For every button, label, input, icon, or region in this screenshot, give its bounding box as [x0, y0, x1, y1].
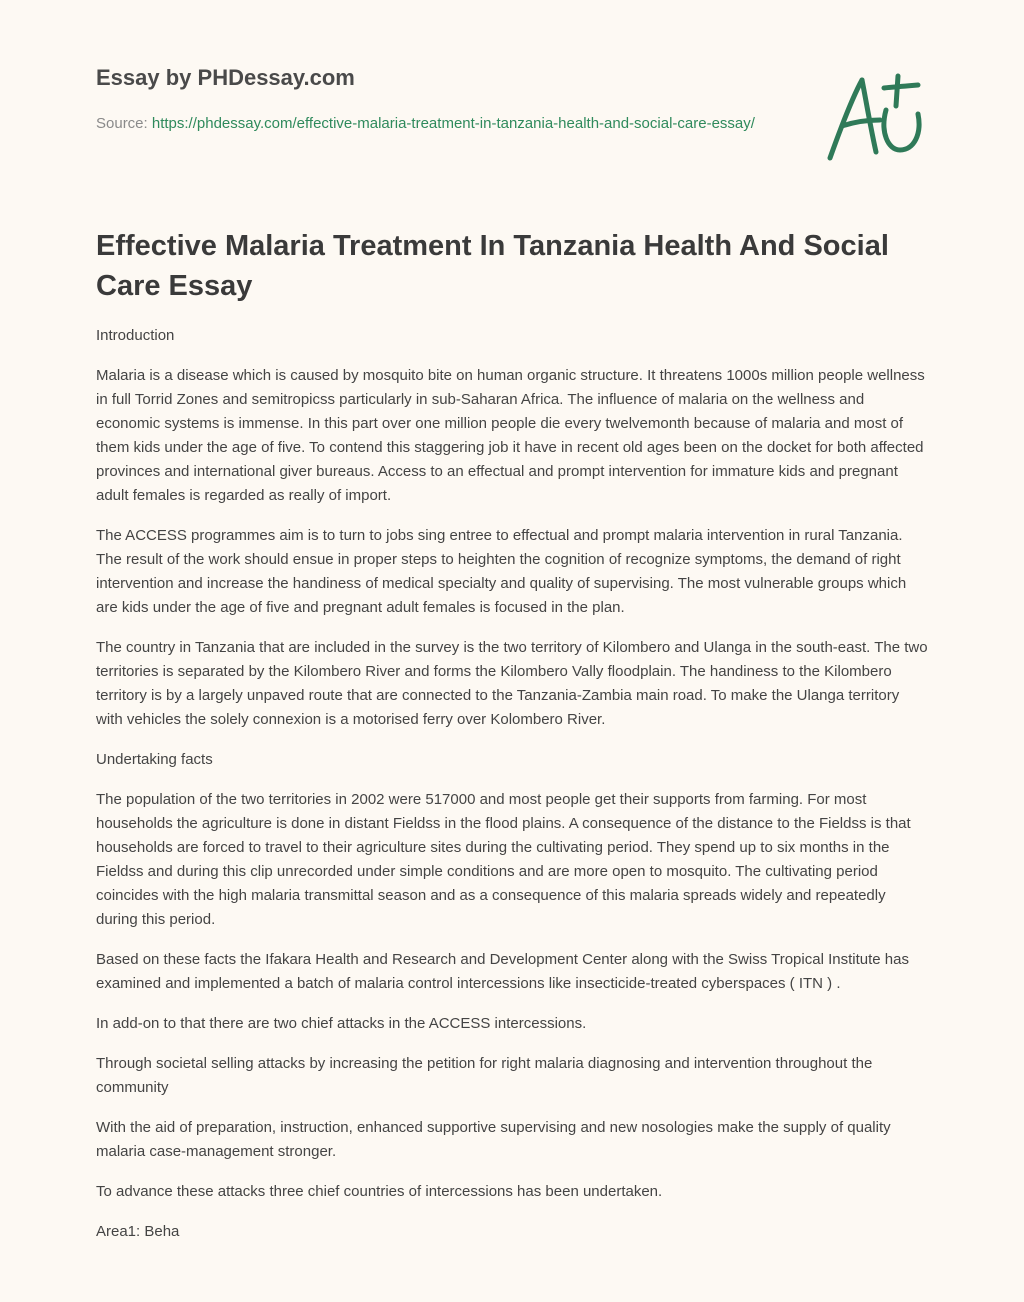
paragraph: Area1: Beha	[96, 1223, 180, 1240]
essay-title: Effective Malaria Treatment In Tanzania Health And Social Care Essay	[96, 230, 889, 302]
essay-body	[96, 324, 928, 1260]
paragraph: With the aid of preparation, instruction, enhanced supportive supervising and new nosologies make the supply of quality malaria case-management stronger.	[96, 1119, 891, 1160]
paragraph: The country in Tanzania that are included in the survey is the two territory of Kilombero and Ulanga in the south-east. The two territories is separated by the Kilombero River and forms the Kilombero Vally floodplain. The handiness to the Kilombero territory is by a largely unpaved route that are connected to the Tanzania-Zambia main road. To make the Ulanga territory with vehicles the solely connexion is a motorised ferry over Kolombero River.	[96, 639, 928, 728]
paragraph: Based on these facts the Ifakara Health and Research and Development Center along with the Swiss Tropical Institute has examined and implemented a batch of malaria control intercessions like insecticide-treated cyberspaces ( ITN ) .	[96, 951, 909, 992]
paragraph: The ACCESS programmes aim is to turn to jobs sing entree to effectual and prompt malaria intervention in rural Tanzania. The result of the work should ensue in proper steps to heighten the cognition of recognize symptoms, the demand of right intervention and increase the handiness of medical specialty and quality of supervising. The most vulnerable groups which are kids under the age of five and pregnant adult females is focused in the plan.	[96, 527, 907, 616]
paragraph: In add-on to that there are two chief attacks in the ACCESS intercessions.	[96, 1015, 587, 1032]
paragraph: Through societal selling attacks by increasing the petition for right malaria diagnosing and intervention throughout the community	[96, 1055, 873, 1096]
source-label: Source:	[96, 115, 152, 132]
paragraph: Introduction	[96, 327, 175, 344]
paragraph: Malaria is a disease which is caused by mosquito bite on human organic structure. It threatens 1000s million people wellness in full Torrid Zones and semitropicss particularly in sub-Saharan Africa. The influence of malaria on the wellness and economic systems is immense. In this part over one million people die every twelvemonth because of malaria and most of them kids under the age of five. To contend this staggering job it have in recent old ages been on the docket for both affected provinces and international giver bureaus. Access to an effectual and prompt intervention for immature kids and pregnant adult females is regarded as really of import.	[96, 367, 925, 504]
a-plus-logo-icon	[822, 70, 932, 170]
site-title: Essay by PHDessay.com	[96, 65, 355, 90]
paragraph: The population of the two territories in 2002 were 517000 and most people get their supports from farming. For most households the agriculture is done in distant Fieldss in the flood plains. A consequence of the distance to the Fieldss is that households are forced to travel to their agriculture sites during the cultivating period. They spend up to six months in the Fieldss and during this clip unrecorded under simple conditions and are more open to mosquito. The cultivating period coincides with the high malaria transmittal season and as a consequence of this malaria spreads widely and repeatedly during this period.	[96, 791, 911, 928]
paragraph: Undertaking facts	[96, 751, 213, 768]
site-header	[96, 64, 786, 135]
paragraph: To advance these attacks three chief countries of intercessions has been undertaken.	[96, 1183, 663, 1200]
source-link[interactable]: https://phdessay.com/effective-malaria-treatment-in-tanzania-health-and-social-care-essay/	[151, 115, 755, 132]
source-line	[96, 112, 786, 135]
